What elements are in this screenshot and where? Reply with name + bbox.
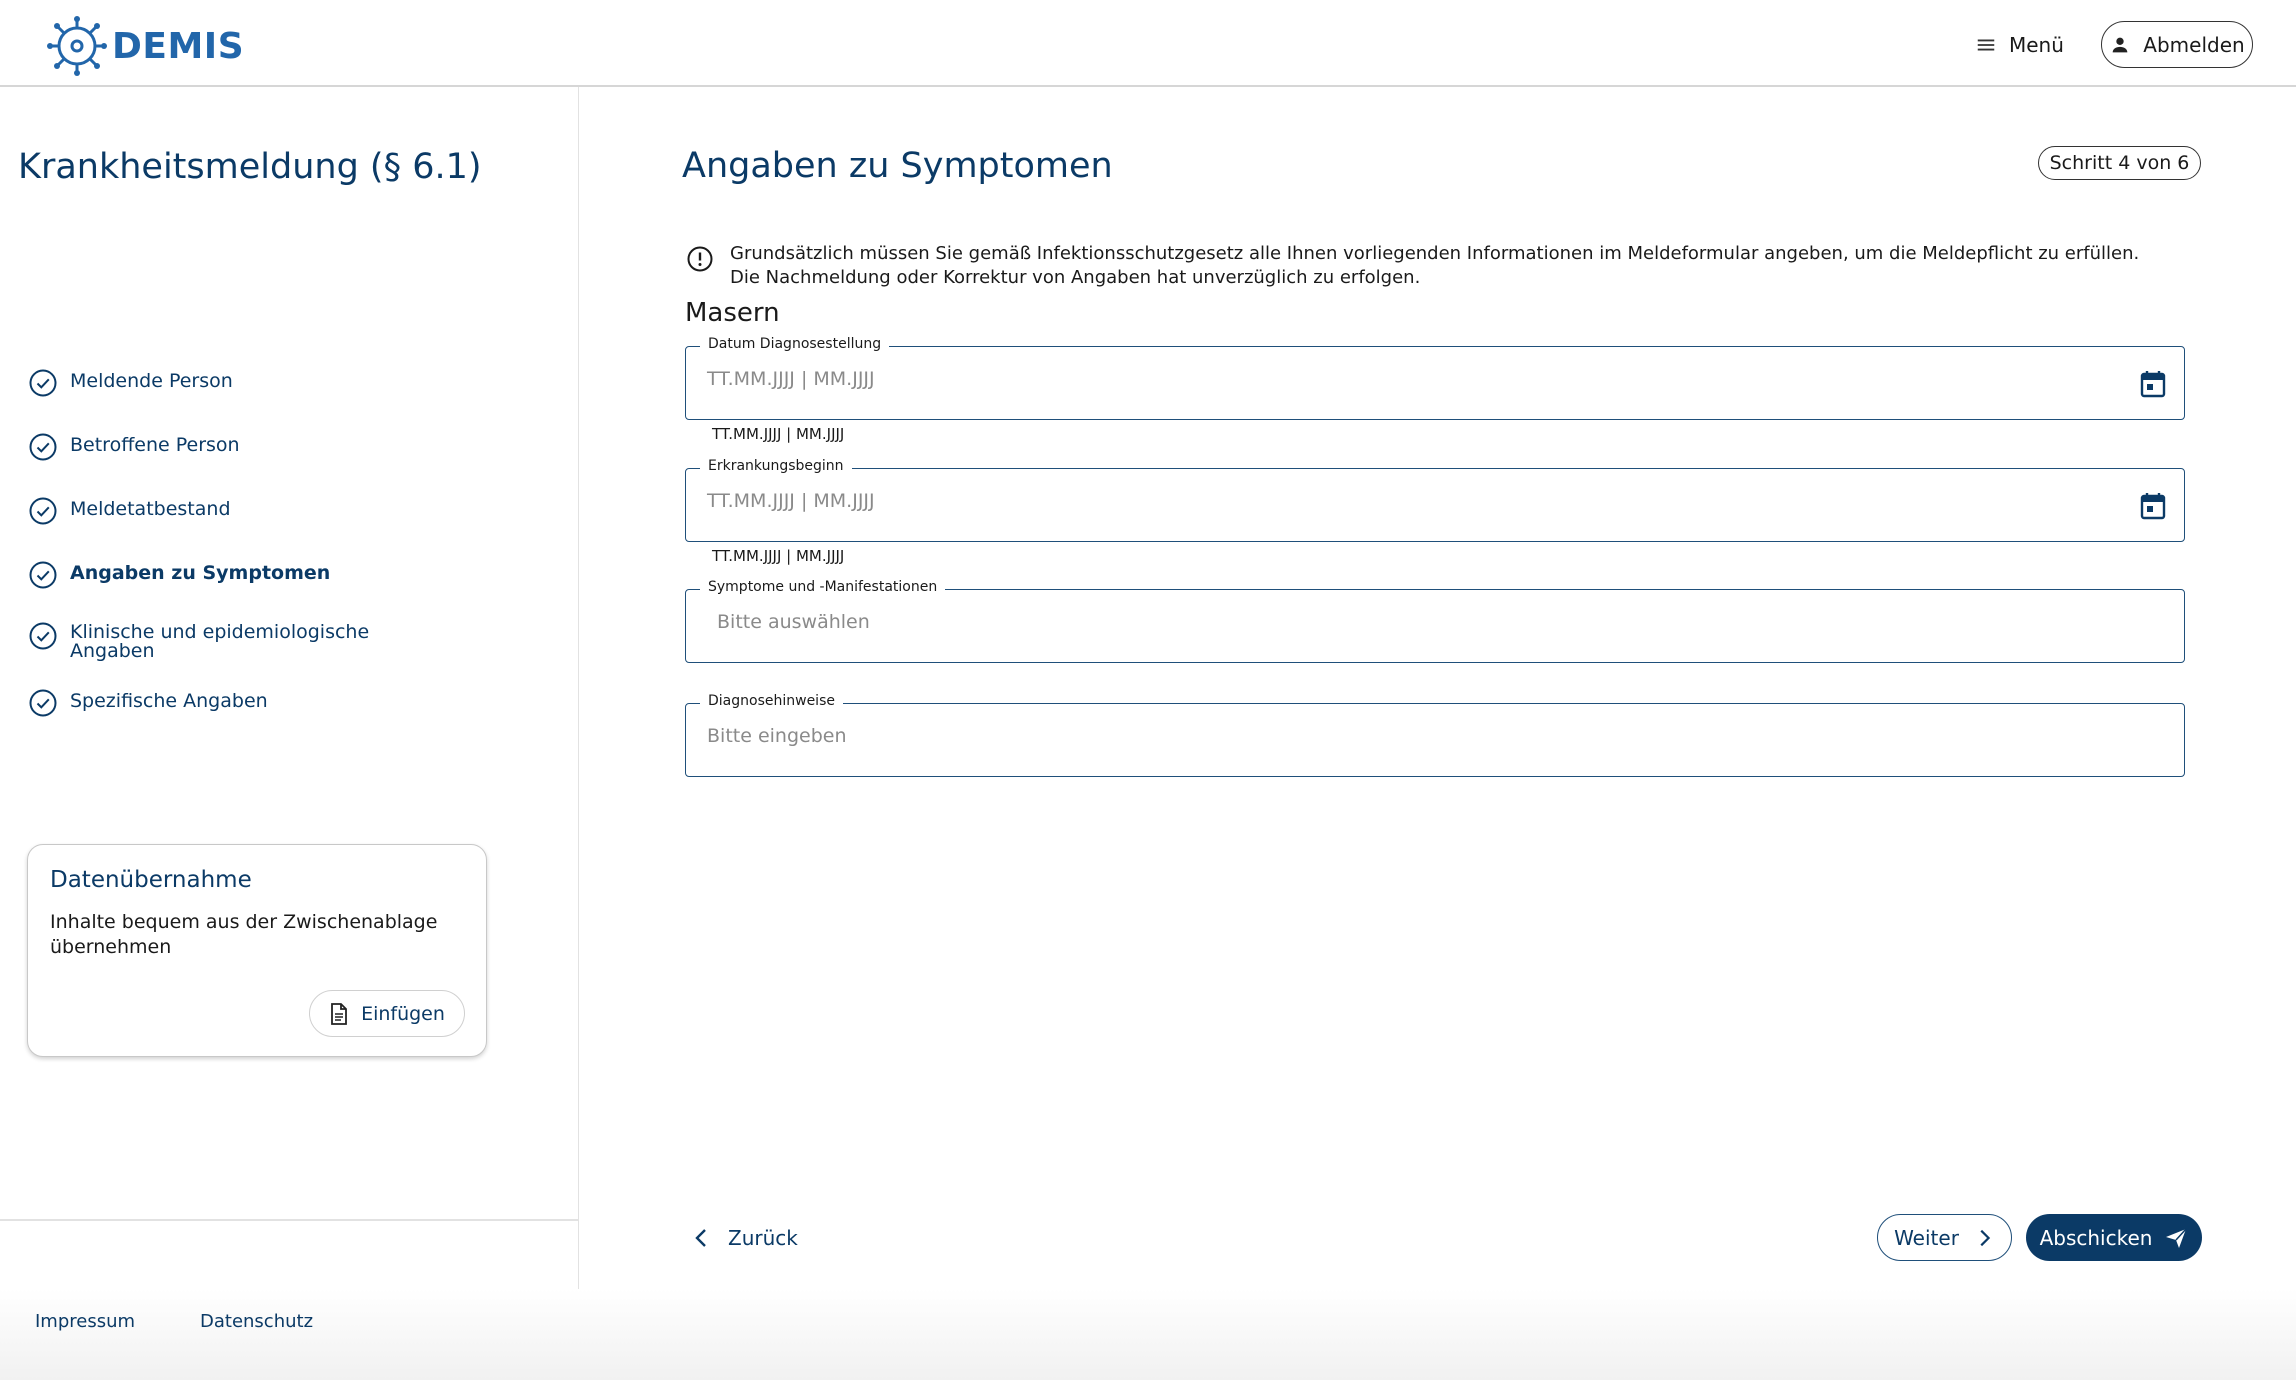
diagnosis-notes-value[interactable]: Bitte eingeben bbox=[707, 725, 847, 747]
next-button[interactable] bbox=[1877, 1214, 2012, 1261]
send-button[interactable] bbox=[2026, 1214, 2202, 1261]
logout-button[interactable] bbox=[2101, 21, 2253, 68]
paste-button[interactable] bbox=[309, 990, 465, 1037]
check-circle-icon bbox=[28, 560, 58, 590]
step-meldende-person[interactable] bbox=[28, 370, 233, 398]
onset-date-field[interactable] bbox=[685, 458, 2185, 542]
document-icon bbox=[329, 1003, 349, 1025]
info-alert-icon bbox=[686, 245, 714, 273]
step-angaben-zu-symptomen[interactable] bbox=[28, 562, 330, 590]
onset-date-hint: TT.MM.JJJJ | MM.JJJJ bbox=[712, 547, 845, 565]
demis-logo-icon bbox=[46, 15, 108, 77]
step-label: Spezifische Angaben bbox=[70, 690, 268, 712]
step-label: Meldende Person bbox=[70, 370, 233, 392]
step-betroffene-person[interactable] bbox=[28, 434, 240, 462]
header bbox=[0, 0, 2296, 87]
diagnosis-date-field[interactable] bbox=[685, 336, 2185, 420]
sidebar-title: Krankheitsmeldung (§ 6.1) bbox=[18, 147, 482, 187]
step-spezifische-angaben[interactable] bbox=[28, 690, 268, 718]
step-label bbox=[70, 623, 369, 661]
send-label: Abschicken bbox=[2039, 1225, 2153, 1250]
step-label: Angaben zu Symptomen bbox=[70, 562, 331, 584]
hamburger-icon bbox=[1975, 34, 1997, 56]
field-label: Diagnosehinweise bbox=[700, 693, 843, 709]
menu-label: Menü bbox=[2009, 33, 2064, 57]
sidebar bbox=[0, 87, 579, 1289]
step-badge: Schritt 4 von 6 bbox=[2038, 146, 2201, 180]
diagnosis-date-input[interactable]: TT.MM.JJJJ | MM.JJJJ bbox=[707, 368, 875, 390]
step-label-line2: Angaben bbox=[70, 640, 155, 662]
symptoms-select-value[interactable]: Bitte auswählen bbox=[717, 611, 870, 633]
step-label-line1: Klinische und epidemiologische bbox=[70, 621, 370, 643]
step-label: Meldetatbestand bbox=[70, 498, 231, 520]
logo-text: DEMIS bbox=[112, 25, 245, 67]
section-title: Masern bbox=[685, 298, 780, 328]
data-import-card bbox=[27, 844, 487, 1057]
check-circle-icon bbox=[28, 621, 58, 651]
field-label: Datum Diagnosestellung bbox=[700, 336, 889, 352]
data-card-title: Datenübernahme bbox=[50, 867, 252, 893]
footer bbox=[0, 1289, 2296, 1380]
onset-date-input[interactable]: TT.MM.JJJJ | MM.JJJJ bbox=[707, 490, 875, 512]
diagnosis-notes-input[interactable] bbox=[685, 693, 2185, 777]
calendar-icon[interactable] bbox=[2139, 491, 2167, 521]
paste-label: Einfügen bbox=[361, 1002, 445, 1025]
next-label: Weiter bbox=[1894, 1225, 1959, 1250]
demis-logo[interactable] bbox=[46, 16, 244, 76]
chevron-right-icon bbox=[1973, 1227, 1995, 1249]
step-klinische-angaben[interactable] bbox=[28, 623, 369, 661]
field-label: Symptome und -Manifestationen bbox=[700, 579, 945, 595]
step-label: Betroffene Person bbox=[70, 434, 240, 456]
back-button[interactable] bbox=[690, 1220, 798, 1256]
info-notice bbox=[686, 242, 2166, 290]
step-meldetatbestand[interactable] bbox=[28, 498, 231, 526]
datenschutz-link[interactable]: Datenschutz bbox=[200, 1311, 314, 1332]
back-label: Zurück bbox=[728, 1226, 798, 1250]
person-icon bbox=[2109, 34, 2131, 56]
info-text: Grundsätzlich müssen Sie gemäß Infektionsschutzgesetz alle Ihnen vorliegenden Informationen im Meldeformular angeben, um die Meldepflicht zu erfüllen. Die Nachmeldung oder Korrektur von Angaben hat unverzüglich zu erfolgen. bbox=[730, 243, 2140, 288]
send-icon bbox=[2164, 1226, 2188, 1250]
symptoms-select[interactable] bbox=[685, 579, 2185, 663]
diagnosis-date-hint: TT.MM.JJJJ | MM.JJJJ bbox=[712, 425, 845, 443]
chevron-left-icon bbox=[690, 1226, 714, 1250]
check-circle-icon bbox=[28, 368, 58, 398]
menu-button[interactable] bbox=[1975, 24, 2064, 66]
logout-label: Abmelden bbox=[2143, 32, 2245, 57]
check-circle-icon bbox=[28, 432, 58, 462]
field-label: Erkrankungsbeginn bbox=[700, 458, 852, 474]
data-card-text: Inhalte bequem aus der Zwischenablage übernehmen bbox=[50, 911, 438, 958]
check-circle-icon bbox=[28, 688, 58, 718]
sidebar-divider bbox=[0, 1219, 578, 1221]
page-title: Angaben zu Symptomen bbox=[682, 146, 1113, 186]
calendar-icon[interactable] bbox=[2139, 369, 2167, 399]
check-circle-icon bbox=[28, 496, 58, 526]
impressum-link[interactable]: Impressum bbox=[35, 1311, 136, 1332]
